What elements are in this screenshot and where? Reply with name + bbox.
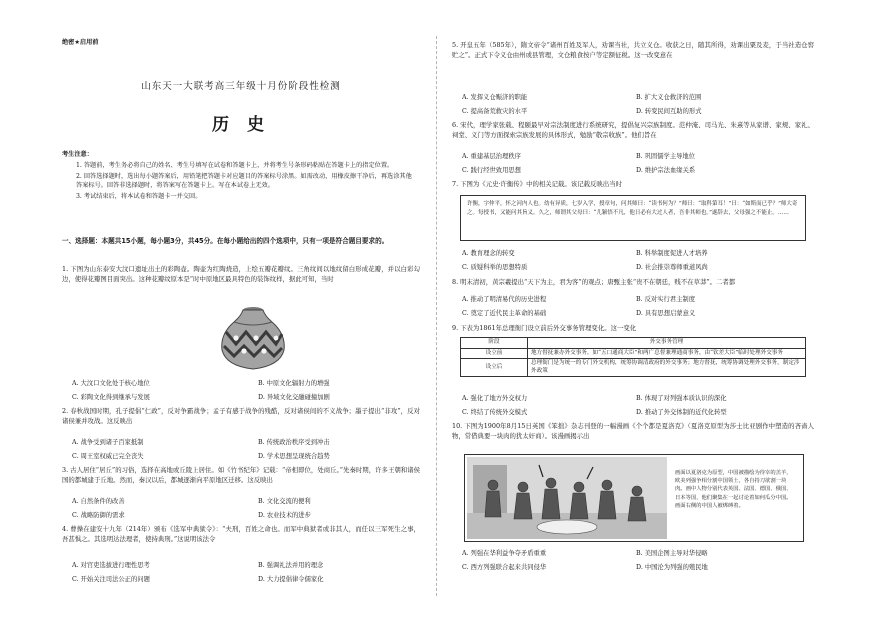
notes-heading: 考生注意： <box>62 151 93 158</box>
q7-option-d: D. 社会推崇尊师重道风尚 <box>636 264 708 271</box>
table-cell: 总理衙门是为统一的专门外交机构，统筹协调清政府的外交事务；地方督抚，统筹协调处理外交事务，制定涉外政策 <box>528 359 806 377</box>
q2-option-b: B. 传统政治秩序受到冲击 <box>258 439 330 446</box>
q10-option-b: B. 美国企图主导对华侵略 <box>636 550 708 557</box>
table-row <box>461 359 806 377</box>
q10-option-c: C. 西方列强联合起来共同侵华 <box>462 564 547 571</box>
exam-title: 山东天一大联考高三年级十月份阶段性检测 <box>141 81 341 92</box>
q4-option-a: A. 对官吏选拔进行理性思考 <box>72 562 150 569</box>
painted-pottery-vase-image <box>212 302 294 372</box>
table-header-cell: 阶段 <box>461 338 528 349</box>
question-4-stem: 4. 曹操在建安十九年（214年）颁布《选军中典狱令》：“夫刑，百姓之命也。而军中典狱者或非其人，而任以三军死生之事，吾甚惧之。其选明达法理者，使持典刑。”这说明该法令 <box>62 525 420 544</box>
question-8-stem: 8. 明末清初，黄宗羲提出“天下为主，君为客”的观点；唐甄主张“贵不在朝廷，贱不在草莽”。二者都 <box>452 278 736 286</box>
q1-option-c: C. 彩陶文化得到继承与发展 <box>72 394 150 401</box>
q3-option-a: A. 自然条件的改善 <box>72 498 125 505</box>
q4-option-d: D. 大力提倡律令儒家化 <box>258 576 324 583</box>
q10-cartoon-caption: 画面以夏洛克为原型，中国被描绘为待宰的羔羊，欧美列强争相分割中国领土，各自持刀欲割一块肉。画中人物分别代表英国、法国、德国、俄国、日本等国，他们聚集在一起讨论着如何瓜分中国。画面右侧的中国人被绑缚着。 <box>675 470 792 509</box>
q2-option-a: A. 战争受到诸子百家抵制 <box>72 439 144 446</box>
q9-option-c: C. 终结了传统外交模式 <box>462 409 528 416</box>
question-3-stem: 3. 古人居住“居丘”的习俗，选择在高地或丘陵上居住。如《竹书纪年》记载：“帝相即位，处商丘。”先秦时期，许多王朝和诸侯国的都城建于丘地。然而，秦汉以后，都城逐渐向平原地区迁移。这反映出 <box>62 466 420 485</box>
right-column <box>452 0 814 629</box>
q7-excerpt-box <box>460 195 806 241</box>
subject-title: 历 史 <box>212 115 270 135</box>
table-cell: 设立后 <box>461 359 528 377</box>
q6-option-c: C. 践行经世致用思想 <box>462 167 521 174</box>
table-row <box>461 348 806 359</box>
q5-option-d: D. 转变民间互助的形式 <box>636 108 702 115</box>
political-cartoon-image <box>467 457 667 539</box>
question-10-stem: 10. 下图为1900年8月15日英国《笨拙》杂志刊登的一幅漫画《个个都是夏洛克》（夏洛克原型为莎士比亚剧作中塑造的吝啬人物，常借典要一块肉的犹太奸商）。该漫画揭示出 <box>452 422 814 441</box>
q4-option-b: B. 强调礼法并用的理念 <box>258 562 324 569</box>
q6-option-a: A. 重建基层治理秩序 <box>462 153 521 160</box>
q10-cartoon-frame <box>464 454 804 542</box>
section-heading: 一、选择题：本题共15小题，每小题3分，共45分。在每小题给出的四个选项中，只有一项是符合题目要求的。 <box>62 237 389 245</box>
question-2-stem: 2. 春秋战国时期，孔子提倡“仁政”，反对争霸战争；孟子有感于战争的残酷，反对诸侯间的不义战争；墨子提出“非攻”，反对诸侯兼并攻战。这反映出 <box>62 407 420 426</box>
q10-option-d: D. 中国沦为列强的殖民地 <box>636 564 708 571</box>
q3-option-b: B. 文化交流的便利 <box>258 498 311 505</box>
table-header-cell: 外交事务管理 <box>528 338 806 349</box>
note-item: 1. 答题前，考生务必将自己的姓名、考生号填写在试卷和答题卡上，并将考生号条形码粘贴在答题卡上的指定位置。 <box>76 162 394 169</box>
q8-option-b: B. 反对实行君主制度 <box>636 296 696 303</box>
question-6-stem: 6. 宋代，理学家张载、程颐最早对宗法制度进行系统研究，提倡复兴宗族制度。范仲淹、司马光、朱熹等从家谱、家规、家礼、祠堂、义门等方面探索宗族发展的具体形式，勉励“敬宗收族”。他们旨在 <box>452 121 814 140</box>
question-5-stem: 5. 开皇五年（585年），隋文帝令“诸州百姓及军人，劝课当社，共立义仓。收获之日，随其所得，劝课出粟及麦，于当社造仓窖贮之”。正式下令义仓由州或县管理，文仓粮食按户等定额征税。这一改变意在 <box>452 41 814 60</box>
q9-table <box>460 337 806 377</box>
table-cell: 设立前 <box>461 348 528 359</box>
notes-list <box>76 161 416 201</box>
q10-option-a: A. 列强在华利益争夺矛盾重重 <box>462 550 547 557</box>
left-column <box>62 0 420 629</box>
secret-label: 绝密★启用前 <box>62 39 99 46</box>
q1-option-b: B. 中原文化辐射力的增强 <box>258 380 330 387</box>
q2-option-d: D. 学术思想呈现统合趋势 <box>258 453 330 460</box>
question-1-stem: 1. 下图为山东泰安大汶口遗址出土的彩陶壶。陶壶为红陶烧造，上绘五瓣花瓣纹。三角纹间以地纹留白形成花瓣，并以白彩勾边，使得花瓣图目面突出。这种花瓣纹原本是“时中原地区最具特色的装饰纹样，据此可知，当时 <box>62 265 420 284</box>
q7-excerpt-text: 许衡，字仲平，怀之河内人也。幼有异质，七岁入学，授章句，问其师曰：“读书何为？”师曰：“取科第耳！”曰：“如斯而已乎？”师大奇之。每授书，又能问其旨义。久之，师谓其父母曰：“儿颖悟不凡，他日必有大过人者，吾非其师也。”遂辞去，父母强之不能止。…… <box>467 201 798 216</box>
q9-option-a: A. 强化了地方外交权力 <box>462 395 528 402</box>
q8-option-c: C. 奠定了近代民主革命的基础 <box>462 310 547 317</box>
q3-option-d: D. 农业技术的进步 <box>258 512 311 519</box>
q3-option-c: C. 战略防御的需求 <box>72 512 125 519</box>
q5-option-a: A. 发挥义仓赈济的职能 <box>462 94 528 101</box>
q4-option-c: C. 开始关注司法公正的问题 <box>72 576 150 583</box>
question-9-stem: 9. 下表为1861年总理衙门设立前后外交事务管理变化。这一变化 <box>452 324 637 332</box>
q6-option-b: B. 巩固儒学主导地位 <box>636 153 696 160</box>
table-cell: 地方督抚兼办外交事务，如“五口通商大臣”和两广总督兼理通商事务，由“钦差大臣”临时处理外交事务 <box>528 348 806 359</box>
q1-option-a: A. 大汶口文化处于核心地位 <box>72 380 150 387</box>
q5-option-c: C. 提高备荒救灾的水平 <box>462 108 528 115</box>
q2-option-c: C. 周王室权威已完全丧失 <box>72 453 144 460</box>
note-item: 3. 考试结束后，将本试卷和答题卡一并交回。 <box>76 193 202 200</box>
q9-option-b: B. 体现了对列强本质认识的深化 <box>636 395 727 402</box>
q1-option-d: D. 异域文化交融碰撞加剧 <box>258 394 330 401</box>
note-item: 2. 回答选择题时，选出每小题答案后，用铅笔把答题卡对应题目的答案标号涂黑。如需改动，用橡皮擦干净后，再选涂其他答案标号。回答非选择题时，将答案写在答题卡上。写在本试卷上无效。 <box>76 173 412 189</box>
q7-option-c: C. 质疑科举的思想特质 <box>462 264 528 271</box>
q7-option-a: A. 教育理念的转变 <box>462 250 515 257</box>
q8-option-a: A. 推动了明清易代的历史进程 <box>462 296 547 303</box>
q9-option-d: D. 推动了外交体制的近代化转型 <box>636 409 727 416</box>
q6-option-d: D. 维护宗法血缘关系 <box>636 167 696 174</box>
question-7-stem: 7. 下图为《元史·许衡传》中的相关记载。该记载反映出当时 <box>452 180 622 188</box>
column-divider <box>436 36 437 596</box>
q5-option-b: B. 扩大义仓救济的范围 <box>636 94 702 101</box>
q7-option-b: B. 科举制度促进人才培养 <box>636 250 708 257</box>
q8-option-d: D. 具有思想启蒙意义 <box>636 310 696 317</box>
